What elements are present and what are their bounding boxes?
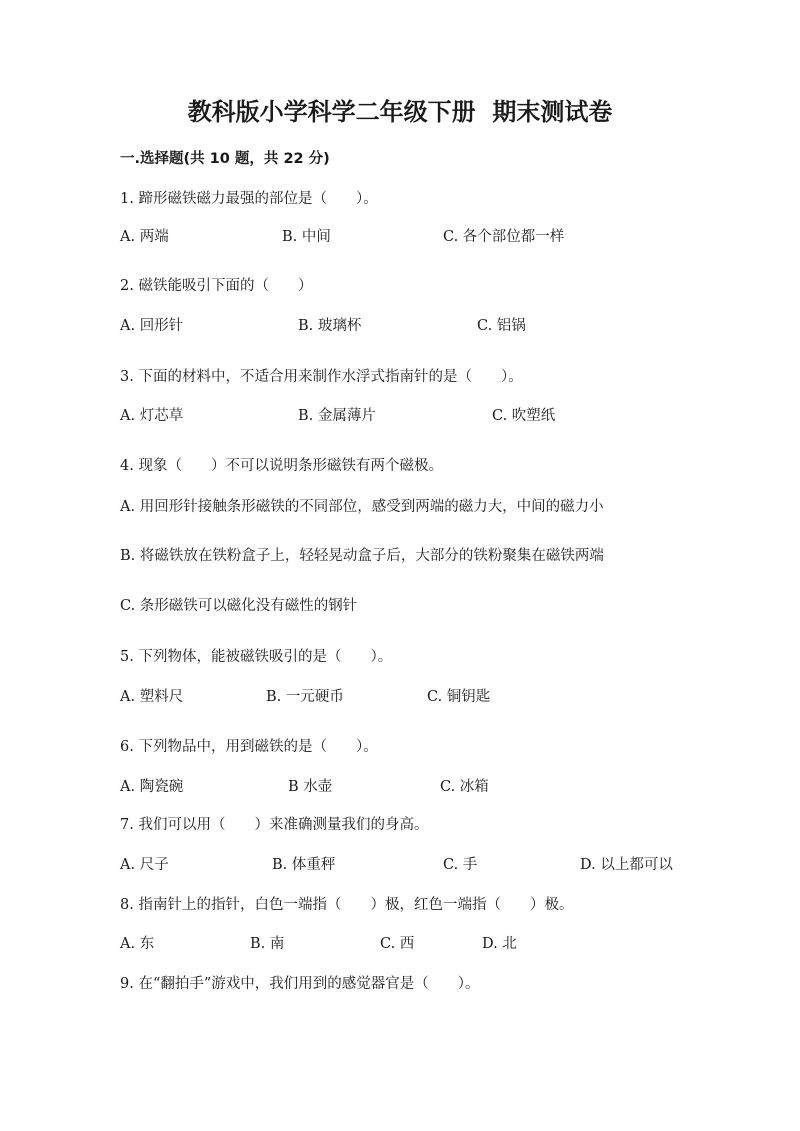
answer-option: D. 北: [482, 936, 517, 952]
answer-option: A. 尺子: [120, 857, 169, 873]
answer-option: A. 东: [120, 936, 155, 952]
answer-option: A. 回形针: [120, 318, 184, 334]
question-stem: 8. 指南针上的指针，白色一端指（ ）极，红色一端指（ ）极。: [120, 897, 574, 913]
answer-option: C. 冰箱: [440, 779, 489, 795]
answer-option: C. 西: [380, 936, 415, 952]
section-heading: 一.选择题(共 10 题，共 22 分): [120, 151, 330, 167]
question-stem: 3. 下面的材料中，不适合用来制作水浮式指南针的是（ ）。: [120, 369, 523, 385]
answer-option: A. 两端: [120, 229, 169, 245]
answer-option: B. 中间: [282, 229, 331, 245]
page-title: 教科版小学科学二年级下册 期末测试卷: [187, 98, 613, 126]
question-stem: 9. 在“翻拍手”游戏中，我们用到的感觉器官是（ ）。: [120, 976, 480, 992]
answer-option: B. 一元硬币: [266, 689, 344, 705]
answer-option: C. 铝锅: [477, 318, 526, 334]
answer-option: A. 用回形针接触条形磁铁的不同部位，感受到两端的磁力大，中间的磁力小: [120, 499, 604, 515]
question-stem: 2. 磁铁能吸引下面的（ ）: [120, 278, 313, 294]
answer-option: B. 体重秤: [272, 857, 336, 873]
answer-option: C. 各个部位都一样: [443, 229, 565, 245]
question-stem: 4. 现象（ ）不可以说明条形磁铁有两个磁极。: [120, 458, 443, 474]
question-stem: 7. 我们可以用（ ）来准确测量我们的身高。: [120, 817, 429, 833]
answer-option: B. 金属薄片: [298, 408, 376, 424]
question-stem: 6. 下列物品中，用到磁铁的是（ ）。: [120, 739, 378, 755]
answer-option: B. 将磁铁放在铁粉盒子上，轻轻晃动盒子后，大部分的铁粉聚集在磁铁两端: [120, 548, 604, 564]
answer-option: A. 陶瓷碗: [120, 779, 184, 795]
question-stem: 1. 蹄形磁铁磁力最强的部位是（ ）。: [120, 191, 378, 207]
answer-option: B. 南: [250, 936, 285, 952]
answer-option: C. 手: [443, 857, 478, 873]
answer-option: A. 灯芯草: [120, 408, 184, 424]
answer-option: B. 玻璃杯: [298, 318, 362, 334]
answer-option: C. 铜钥匙: [427, 689, 491, 705]
answer-option: A. 塑料尺: [120, 689, 184, 705]
question-stem: 5. 下列物体，能被磁铁吸引的是（ ）。: [120, 649, 393, 665]
answer-option: C. 吹塑纸: [492, 408, 556, 424]
answer-option: C. 条形磁铁可以磁化没有磁性的钢针: [120, 598, 358, 614]
answer-option: D. 以上都可以: [580, 857, 673, 873]
answer-option: B 水壶: [288, 779, 333, 795]
